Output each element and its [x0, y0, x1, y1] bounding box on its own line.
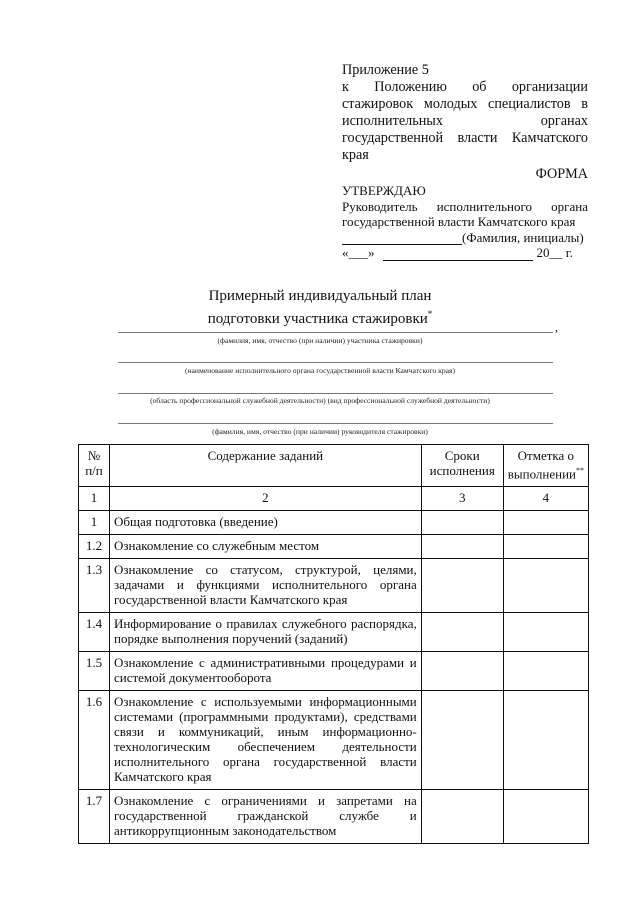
header-term: Сроки исполнения — [421, 445, 503, 487]
plan-table — [78, 444, 589, 844]
row-num: 1.5 — [79, 652, 110, 691]
form-label: ФОРМА — [535, 166, 588, 182]
comma: , — [555, 320, 558, 334]
row-term — [421, 535, 503, 559]
row-content: Ознакомление со статусом, структурой, целями, задачами и функциями исполнительного органа государственной власти Камчатского края — [109, 559, 421, 613]
header-footnote-mark: ** — [575, 466, 584, 475]
row-mark — [503, 613, 588, 652]
table-row — [79, 511, 589, 535]
table-row — [79, 613, 589, 652]
row-mark — [503, 535, 588, 559]
approval-organ: государственной власти Камчатского края — [342, 214, 576, 229]
table-row — [79, 652, 589, 691]
row-term — [421, 652, 503, 691]
row-content: Ознакомление с ограничениями и запретами на государственной гражданской службе и антикоррупционным законодательством — [109, 790, 421, 844]
row-content: Ознакомление с административными процедурами и системой документооборота — [109, 652, 421, 691]
row-mark — [503, 511, 588, 535]
row-term — [421, 790, 503, 844]
title-line-1: Примерный индивидуальный план — [208, 288, 432, 304]
row-mark — [503, 652, 588, 691]
row-term — [421, 613, 503, 652]
column-number: 2 — [109, 487, 421, 511]
table-row — [79, 559, 589, 613]
row-term — [421, 511, 503, 535]
row-term — [421, 559, 503, 613]
row-content: Информирование о правилах служебного распорядка, порядке выполнения поручений (заданий) — [109, 613, 421, 652]
organ-name-caption: (наименование исполнительного органа государственной власти Камчатского края) — [184, 366, 456, 375]
row-mark — [503, 790, 588, 844]
column-number: 1 — [79, 487, 110, 511]
appendix-title: Приложение 5 — [342, 62, 429, 78]
activity-area-caption: (область профессиональной служебной деятельности) (вид профессиональной служебной деятельности) — [150, 396, 490, 405]
column-number: 4 — [503, 487, 588, 511]
header-content: Содержание заданий — [109, 445, 421, 487]
row-num: 1.2 — [79, 535, 110, 559]
row-num: 1.6 — [79, 691, 110, 790]
approval-block — [342, 183, 588, 261]
row-num: 1.3 — [79, 559, 110, 613]
row-content: Общая подготовка (введение) — [109, 511, 421, 535]
appendix-line: края — [342, 147, 369, 163]
appendix-line: государственной власти Камчатского — [342, 130, 588, 146]
row-content: Ознакомление со служебным местом — [109, 535, 421, 559]
appendix-line: исполнительных органах — [342, 113, 588, 129]
row-num: 1.7 — [79, 790, 110, 844]
supervisor-name-caption: (фамилия, имя, отчество (при наличии) руководителя стажировки) — [212, 427, 428, 436]
intern-name-caption: (фамилия, имя, отчество (при наличии) участника стажировки) — [217, 336, 423, 345]
intern-name-line — [118, 332, 553, 333]
title-footnote-mark: * — [427, 309, 433, 319]
date-year: 20__ г. — [536, 245, 573, 260]
table-row — [79, 691, 589, 790]
row-num: 1 — [79, 511, 110, 535]
date-month-line — [383, 247, 533, 261]
organ-name-line — [118, 362, 553, 363]
appendix-line: к Положению об организации — [342, 79, 588, 95]
column-number: 3 — [421, 487, 503, 511]
table-row — [79, 790, 589, 844]
row-term — [421, 691, 503, 790]
approval-position: Руководитель исполнительного органа — [342, 198, 588, 214]
row-mark — [503, 559, 588, 613]
row-content: Ознакомление с используемыми информационными системами (программными продуктами), средствами связи и коммуникаций, иным информационно-технологическим обеспечением деятельности исполнительного органа государственной власти Камчатского края — [109, 691, 421, 790]
column-number-row — [79, 487, 589, 511]
title-line-2: подготовки участника стажировки* — [207, 309, 433, 327]
row-num: 1.4 — [79, 613, 110, 652]
row-mark — [503, 691, 588, 790]
initials-caption: (Фамилия, инициалы) — [462, 229, 584, 245]
header-mark: Отметка о выполнении** — [503, 445, 588, 487]
approval-signature-row — [342, 230, 588, 246]
plan-title — [0, 287, 640, 328]
table-header-row — [79, 445, 589, 487]
supervisor-name-line — [118, 423, 553, 424]
approval-date-row — [342, 245, 588, 261]
approval-heading: УТВЕРЖДАЮ — [342, 183, 426, 198]
activity-area-line — [118, 393, 553, 394]
signature-line — [342, 231, 462, 245]
appendix-line: стажировок молодых специалистов в — [342, 96, 588, 112]
date-day: «___» — [342, 245, 375, 260]
table-row — [79, 535, 589, 559]
appendix-block — [342, 62, 588, 164]
header-num: № п/п — [79, 445, 110, 487]
